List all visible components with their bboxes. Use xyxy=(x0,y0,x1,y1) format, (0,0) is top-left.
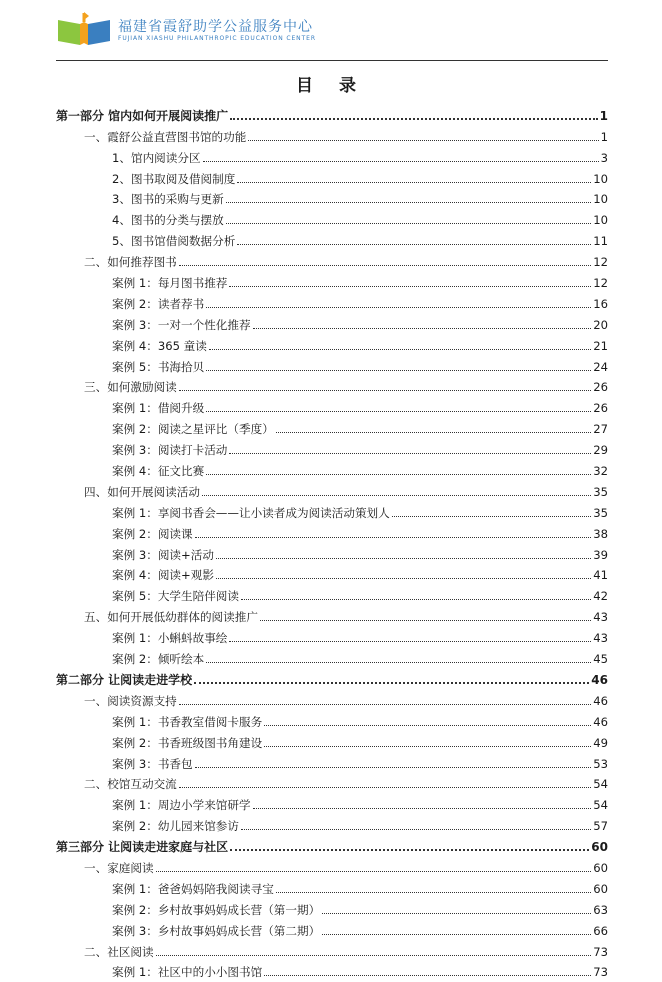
toc-page-number: 20 xyxy=(593,317,608,332)
toc-page-number: 60 xyxy=(593,881,608,896)
toc-part-entry[interactable] xyxy=(56,833,608,854)
toc-entry-title: 案例 4：阅读+观影 xyxy=(112,568,214,583)
toc-subsection-entry[interactable] xyxy=(56,582,608,603)
toc-dot-leader xyxy=(322,913,591,914)
toc-page-number: 43 xyxy=(593,610,608,625)
header-divider xyxy=(56,60,608,61)
toc-page-number: 32 xyxy=(593,464,608,479)
toc-entry-title: 案例 4：征文比赛 xyxy=(112,464,205,479)
toc-subsection-entry[interactable] xyxy=(56,917,608,938)
toc-section-entry[interactable] xyxy=(56,687,608,708)
toc-dot-leader xyxy=(392,516,592,517)
organization-logo-icon xyxy=(56,12,112,46)
toc-page-number: 60 xyxy=(591,840,608,855)
toc-entry-title: 案例 1：爸爸妈妈陪我阅读寻宝 xyxy=(112,881,274,896)
toc-dot-leader xyxy=(179,390,591,391)
toc-subsection-entry[interactable] xyxy=(56,562,608,583)
toc-dot-leader xyxy=(226,223,592,224)
toc-page-number: 73 xyxy=(593,965,608,980)
toc-entry-title: 案例 1：书香教室借阅卡服务 xyxy=(112,714,263,729)
toc-page-number: 10 xyxy=(593,213,608,228)
toc-dot-leader xyxy=(156,955,592,956)
toc-page-number: 3 xyxy=(600,150,608,165)
toc-dot-leader xyxy=(195,537,592,538)
toc-page-number: 54 xyxy=(593,798,608,813)
organization-name-english: FUJIAN XIASHU PHILANTHROPIC EDUCATION CENTER xyxy=(118,35,316,42)
toc-entry-title: 一、家庭阅读 xyxy=(84,860,154,875)
toc-subsection-entry[interactable] xyxy=(56,311,608,332)
page-title: 目 录 xyxy=(296,76,366,96)
toc-subsection-entry[interactable] xyxy=(56,269,608,290)
toc-entry-title: 四、如何开展阅读活动 xyxy=(84,484,200,499)
toc-page-number: 38 xyxy=(593,526,608,541)
toc-entry-title: 案例 5：大学生陪伴阅读 xyxy=(112,589,239,604)
toc-entry-title: 第一部分 馆内如何开展阅读推广 xyxy=(56,108,229,123)
toc-page-number: 11 xyxy=(593,234,608,249)
toc-subsection-entry[interactable] xyxy=(56,750,608,771)
toc-page-number: 66 xyxy=(593,923,608,938)
toc-page-number: 54 xyxy=(593,777,608,792)
toc-entry-title: 案例 2：幼儿园来馆参访 xyxy=(112,819,239,834)
toc-page-number: 16 xyxy=(593,296,608,311)
toc-entry-title: 案例 3：阅读打卡活动 xyxy=(112,443,228,458)
toc-section-entry[interactable] xyxy=(56,603,608,624)
toc-entry-title: 案例 3：书香包 xyxy=(112,756,193,771)
toc-page-number: 53 xyxy=(593,756,608,771)
toc-entry-title: 案例 3：一对一个性化推荐 xyxy=(112,317,251,332)
toc-entry-title: 一、阅读资源支持 xyxy=(84,693,177,708)
toc-section-entry[interactable] xyxy=(56,123,608,144)
toc-entry-title: 案例 2：倾听绘本 xyxy=(112,652,205,667)
toc-entry-title: 二、校馆互动交流 xyxy=(84,777,177,792)
toc-page-number: 46 xyxy=(593,693,608,708)
toc-subsection-entry[interactable] xyxy=(56,896,608,917)
toc-dot-leader xyxy=(206,411,591,412)
toc-dot-leader xyxy=(226,202,592,203)
toc-page-number: 41 xyxy=(593,568,608,583)
organization-name-chinese: 福建省霞舒助学公益服务中心 xyxy=(118,19,313,35)
toc-dot-leader xyxy=(179,265,591,266)
toc-part-entry[interactable] xyxy=(56,666,608,687)
toc-dot-leader xyxy=(216,578,591,579)
toc-page-number: 35 xyxy=(593,484,608,499)
toc-dot-leader xyxy=(206,662,591,663)
toc-dot-leader xyxy=(156,871,592,872)
toc-dot-leader xyxy=(203,161,599,162)
toc-dot-leader xyxy=(248,140,598,141)
toc-dot-leader xyxy=(230,118,597,120)
toc-section-entry[interactable] xyxy=(56,771,608,792)
toc-section-entry[interactable] xyxy=(56,938,608,959)
toc-entry-title: 一、霞舒公益直营图书馆的功能 xyxy=(84,129,247,144)
toc-subsection-entry[interactable] xyxy=(56,499,608,520)
toc-page-number: 10 xyxy=(593,192,608,207)
toc-subsection-entry[interactable] xyxy=(56,791,608,812)
toc-section-entry[interactable] xyxy=(56,374,608,395)
toc-page-number: 46 xyxy=(593,714,608,729)
toc-subsection-entry[interactable] xyxy=(56,290,608,311)
toc-entry-title: 1、馆内阅读分区 xyxy=(112,150,201,165)
toc-dot-leader xyxy=(237,244,591,245)
toc-dot-leader xyxy=(241,829,591,830)
toc-dot-leader xyxy=(230,849,589,851)
toc-subsection-entry[interactable] xyxy=(56,541,608,562)
toc-entry-title: 第二部分 让阅读走进学校 xyxy=(56,672,193,687)
toc-dot-leader xyxy=(229,641,591,642)
toc-subsection-entry[interactable] xyxy=(56,812,608,833)
toc-entry-title: 案例 2：读者荐书 xyxy=(112,296,205,311)
toc-entry-title: 五、如何开展低幼群体的阅读推广 xyxy=(84,610,258,625)
table-of-contents xyxy=(56,102,608,979)
toc-page-number: 12 xyxy=(593,255,608,270)
toc-entry-title: 案例 2：书香班级图书角建设 xyxy=(112,735,263,750)
toc-subsection-entry[interactable] xyxy=(56,206,608,227)
toc-subsection-entry[interactable] xyxy=(56,959,608,980)
toc-page-number: 73 xyxy=(593,944,608,959)
toc-dot-leader xyxy=(253,328,592,329)
toc-page-number: 26 xyxy=(593,401,608,416)
toc-section-entry[interactable] xyxy=(56,248,608,269)
toc-dot-leader xyxy=(264,975,591,976)
toc-page-number: 26 xyxy=(593,380,608,395)
toc-dot-leader xyxy=(195,767,592,768)
toc-page-number: 24 xyxy=(593,359,608,374)
toc-subsection-entry[interactable] xyxy=(56,708,608,729)
toc-dot-leader xyxy=(276,432,591,433)
toc-page-number: 1 xyxy=(599,108,608,123)
toc-subsection-entry[interactable] xyxy=(56,520,608,541)
toc-entry-title: 案例 1：社区中的小小图书馆 xyxy=(112,965,263,980)
toc-entry-title: 案例 1：每月图书推荐 xyxy=(112,276,228,291)
toc-dot-leader xyxy=(206,307,591,308)
toc-dot-leader xyxy=(264,746,591,747)
toc-entry-title: 二、如何推荐图书 xyxy=(84,255,177,270)
toc-dot-leader xyxy=(179,787,591,788)
toc-dot-leader xyxy=(206,370,591,371)
toc-subsection-entry[interactable] xyxy=(56,186,608,207)
toc-dot-leader xyxy=(229,286,591,287)
toc-page-number: 12 xyxy=(593,276,608,291)
toc-page-number: 49 xyxy=(593,735,608,750)
toc-dot-leader xyxy=(216,558,591,559)
toc-entry-title: 案例 1：小蝌蚪故事绘 xyxy=(112,631,228,646)
toc-dot-leader xyxy=(260,620,591,621)
toc-entry-title: 2、图书取阅及借阅制度 xyxy=(112,171,236,186)
toc-page-number: 45 xyxy=(593,652,608,667)
toc-entry-title: 案例 5：书海拾贝 xyxy=(112,359,205,374)
toc-page-number: 46 xyxy=(591,672,608,687)
toc-part-entry[interactable] xyxy=(56,102,608,123)
toc-section-entry[interactable] xyxy=(56,854,608,875)
toc-dot-leader xyxy=(179,704,591,705)
toc-subsection-entry[interactable] xyxy=(56,415,608,436)
toc-subsection-entry[interactable] xyxy=(56,394,608,415)
toc-page-number: 57 xyxy=(593,819,608,834)
toc-entry-title: 二、社区阅读 xyxy=(84,944,154,959)
toc-dot-leader xyxy=(276,892,591,893)
toc-entry-title: 案例 4：365 童读 xyxy=(112,338,207,353)
toc-page-number: 21 xyxy=(593,338,608,353)
toc-page-number: 43 xyxy=(593,631,608,646)
toc-page-number: 60 xyxy=(593,860,608,875)
page-header xyxy=(56,10,608,60)
toc-page-number: 42 xyxy=(593,589,608,604)
toc-entry-title: 案例 3：阅读+活动 xyxy=(112,547,214,562)
toc-dot-leader xyxy=(322,934,591,935)
toc-entry-title: 三、如何激励阅读 xyxy=(84,380,177,395)
toc-subsection-entry[interactable] xyxy=(56,227,608,248)
toc-entry-title: 案例 2：阅读课 xyxy=(112,526,193,541)
toc-subsection-entry[interactable] xyxy=(56,332,608,353)
toc-entry-title: 案例 1：享阅书香会——让小读者成为阅读活动策划人 xyxy=(112,505,390,520)
toc-subsection-entry[interactable] xyxy=(56,645,608,666)
toc-subsection-entry[interactable] xyxy=(56,436,608,457)
toc-page-number: 27 xyxy=(593,422,608,437)
toc-page-number: 63 xyxy=(593,902,608,917)
toc-subsection-entry[interactable] xyxy=(56,875,608,896)
toc-page-number: 10 xyxy=(593,171,608,186)
toc-entry-title: 案例 3：乡村故事妈妈成长营（第二期） xyxy=(112,923,321,938)
toc-page-number: 35 xyxy=(593,505,608,520)
toc-subsection-entry[interactable] xyxy=(56,457,608,478)
toc-section-entry[interactable] xyxy=(56,478,608,499)
toc-subsection-entry[interactable] xyxy=(56,729,608,750)
toc-subsection-entry[interactable] xyxy=(56,353,608,374)
toc-page-number: 29 xyxy=(593,443,608,458)
toc-dot-leader xyxy=(194,682,589,684)
toc-page-number: 39 xyxy=(593,547,608,562)
toc-dot-leader xyxy=(264,725,591,726)
toc-dot-leader xyxy=(229,453,591,454)
toc-entry-title: 5、图书馆借阅数据分析 xyxy=(112,234,236,249)
toc-page-number: 1 xyxy=(600,129,608,144)
toc-dot-leader xyxy=(241,599,591,600)
toc-entry-title: 案例 1：周边小学来馆研学 xyxy=(112,798,251,813)
toc-entry-title: 4、图书的分类与摆放 xyxy=(112,213,224,228)
toc-subsection-entry[interactable] xyxy=(56,165,608,186)
toc-entry-title: 案例 1：借阅升级 xyxy=(112,401,205,416)
toc-dot-leader xyxy=(202,495,591,496)
toc-subsection-entry[interactable] xyxy=(56,624,608,645)
toc-dot-leader xyxy=(206,474,591,475)
toc-entry-title: 案例 2：阅读之星评比（季度） xyxy=(112,422,274,437)
toc-entry-title: 案例 2：乡村故事妈妈成长营（第一期） xyxy=(112,902,321,917)
toc-dot-leader xyxy=(209,349,591,350)
toc-dot-leader xyxy=(237,182,591,183)
toc-subsection-entry[interactable] xyxy=(56,144,608,165)
toc-entry-title: 3、图书的采购与更新 xyxy=(112,192,224,207)
toc-entry-title: 第三部分 让阅读走进家庭与社区 xyxy=(56,840,229,855)
toc-dot-leader xyxy=(253,808,592,809)
